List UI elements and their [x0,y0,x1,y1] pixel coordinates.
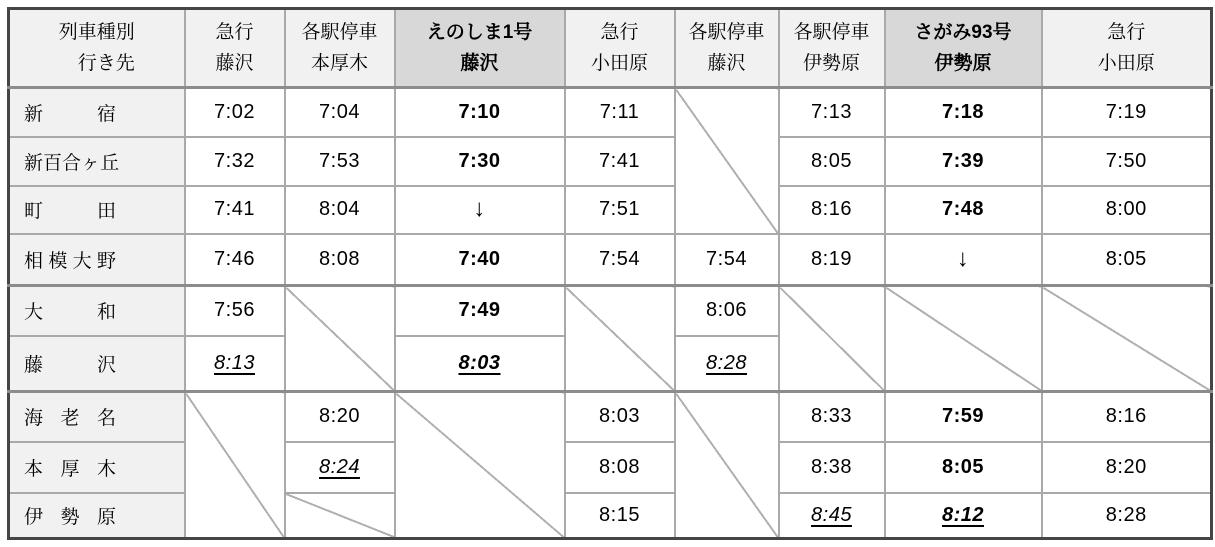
train-header-5 [675,9,779,88]
station-name-text: 本 厚 木 [24,458,116,480]
train-header-4 [565,9,675,88]
time-cell [565,137,675,186]
station-name [9,286,185,336]
time-value: 8:28 [1105,503,1147,526]
time-value: 7:50 [1105,149,1147,172]
time-value: 8:08 [599,455,640,478]
time-cell [395,234,565,286]
no-service-cell [185,392,285,539]
time-cell [885,493,1042,539]
time-cell [185,286,285,336]
time-value: 8:15 [599,503,640,526]
time-value: 8:03 [599,405,640,428]
station-name [9,186,185,234]
time-cell [675,234,779,286]
train-header-3 [395,9,565,88]
time-value: 8:04 [319,198,360,220]
station-name-text: 新 宿 [24,103,116,125]
time-value: 7:54 [599,247,640,270]
pass-arrow-icon: ↓ [956,244,970,272]
time-cell [675,336,779,392]
time-value: 7:49 [458,299,501,322]
time-cell [885,186,1042,234]
train-header-2 [285,9,395,88]
timetable [7,7,1213,540]
station-row-大和 [9,286,1212,336]
time-value: 7:41 [214,198,255,220]
time-value: 8:20 [319,405,360,428]
time-value: 8:16 [811,198,852,220]
time-value: 7:10 [458,100,501,123]
corner-header-cell [9,9,185,88]
time-cell [1042,493,1212,539]
time-value: 7:53 [319,149,360,172]
station-row-町田 [9,186,1212,234]
time-cell [1042,234,1212,286]
station-name-text: 藤 沢 [24,354,116,376]
time-value: 7:46 [214,247,255,270]
train-type: 各駅停車 [301,22,378,43]
time-cell [185,186,285,234]
time-value: 7:02 [214,100,255,123]
time-cell [779,137,885,186]
time-cell [1042,392,1212,442]
station-name [9,336,185,392]
station-name [9,392,185,442]
time-cell [185,137,285,186]
train-type: 各駅停車 [688,22,765,43]
time-value: 8:19 [811,247,852,270]
time-cell [185,336,285,392]
time-value: 8:24 [319,455,360,478]
time-value: 7:19 [1105,100,1147,123]
train-type: 各駅停車 [793,22,870,43]
time-cell [1042,442,1212,493]
corner-labels [59,17,135,79]
time-value: 7:59 [941,405,985,428]
no-service-cell [1042,286,1212,392]
time-value: 8:06 [706,299,747,322]
train-header-8 [1042,9,1212,88]
no-service-cell [779,286,885,392]
time-value: 7:41 [599,149,640,172]
time-cell [885,137,1042,186]
time-cell [565,493,675,539]
time-cell [395,286,565,336]
train-destination: 小田原 [590,53,648,74]
station-name [9,234,185,286]
time-value: 8:08 [319,247,360,270]
train-destination: 藤沢 [460,53,499,74]
time-cell [395,137,565,186]
station-name-text: 町 田 [24,201,116,222]
time-cell [885,442,1042,493]
time-cell [285,392,395,442]
time-cell [1042,137,1212,186]
time-cell [779,493,885,539]
station-name [9,88,185,137]
train-type: えのしま1号 [426,22,533,43]
pass-arrow-icon: ↓ [473,195,486,222]
train-type: 急行 [215,22,254,43]
station-name-text: 相 模 大 野 [24,250,116,272]
time-value: 8:38 [811,455,852,478]
time-value: 7:40 [458,247,501,270]
time-cell [1042,88,1212,137]
station-name-text: 新 百 合 ヶ 丘 [24,152,120,174]
time-value: 7:39 [941,149,985,172]
time-cell [779,234,885,286]
station-name [9,493,185,539]
time-value: 8:05 [811,149,852,172]
time-cell [885,88,1042,137]
train-destination: 伊勢原 [802,53,860,74]
time-cell [185,234,285,286]
time-cell [675,286,779,336]
time-cell [565,186,675,234]
time-cell [185,88,285,137]
time-cell [565,88,675,137]
station-row-新宿 [9,88,1212,137]
time-cell [1042,186,1212,234]
station-name-text: 伊 勢 原 [24,506,116,528]
time-value: 8:05 [941,455,985,478]
train-type: 急行 [600,22,639,43]
no-service-cell [885,286,1042,392]
time-value: 7:18 [941,100,985,123]
pass-cell [885,234,1042,286]
station-name-text: 大 和 [24,302,116,324]
time-value: 8:45 [811,503,852,526]
time-value: 7:56 [214,299,255,322]
time-value: 7:11 [599,100,640,123]
train-destination: 伊勢原 [934,53,992,74]
train-type-label: 列車種別 [58,22,135,43]
time-cell [285,442,395,493]
time-value: 8:28 [706,351,747,374]
train-type: 急行 [1107,22,1146,43]
time-value: 7:30 [458,149,501,172]
time-cell [565,392,675,442]
time-value: 8:05 [1105,247,1147,270]
train-header-7 [885,9,1042,88]
train-destination: 藤沢 [215,53,254,74]
no-service-cell [675,392,779,539]
station-name [9,442,185,493]
time-value: 8:03 [458,351,501,374]
time-value: 8:12 [941,503,985,526]
time-cell [779,392,885,442]
time-cell [779,442,885,493]
time-cell [395,88,565,137]
station-row-相模大野 [9,234,1212,286]
no-service-cell [285,493,395,539]
train-destination: 小田原 [1097,53,1155,74]
time-cell [779,88,885,137]
no-service-cell [565,286,675,392]
time-value: 7:32 [214,149,255,172]
train-destination: 藤沢 [707,53,746,74]
time-value: 7:51 [599,198,640,220]
header-row [9,9,1212,88]
time-cell [285,234,395,286]
time-value: 7:48 [941,198,985,220]
train-header-6 [779,9,885,88]
train-destination: 本厚木 [310,53,368,74]
time-cell [565,442,675,493]
station-row-海老名 [9,392,1212,442]
time-cell [285,137,395,186]
time-value: 8:00 [1105,198,1147,220]
time-cell [395,336,565,392]
no-service-cell [675,88,779,234]
time-value: 8:20 [1105,455,1147,478]
no-service-cell [395,392,565,539]
time-value: 7:04 [319,100,360,123]
time-value: 8:13 [214,351,255,374]
timetable-body [9,88,1212,539]
no-service-cell [285,286,395,392]
station-name [9,137,185,186]
time-cell [285,88,395,137]
time-cell [565,234,675,286]
pass-cell [395,186,565,234]
station-name-text: 海 老 名 [24,408,116,430]
train-header-1 [185,9,285,88]
time-value: 8:33 [811,405,852,428]
time-value: 7:13 [811,100,852,123]
time-cell [885,392,1042,442]
time-cell [779,186,885,234]
time-value: 7:54 [706,247,747,270]
station-row-新百合ヶ丘 [9,137,1212,186]
destination-label: 行き先 [77,53,135,74]
train-type: さがみ93号 [914,22,1012,43]
time-cell [285,186,395,234]
time-value: 8:16 [1105,405,1147,428]
